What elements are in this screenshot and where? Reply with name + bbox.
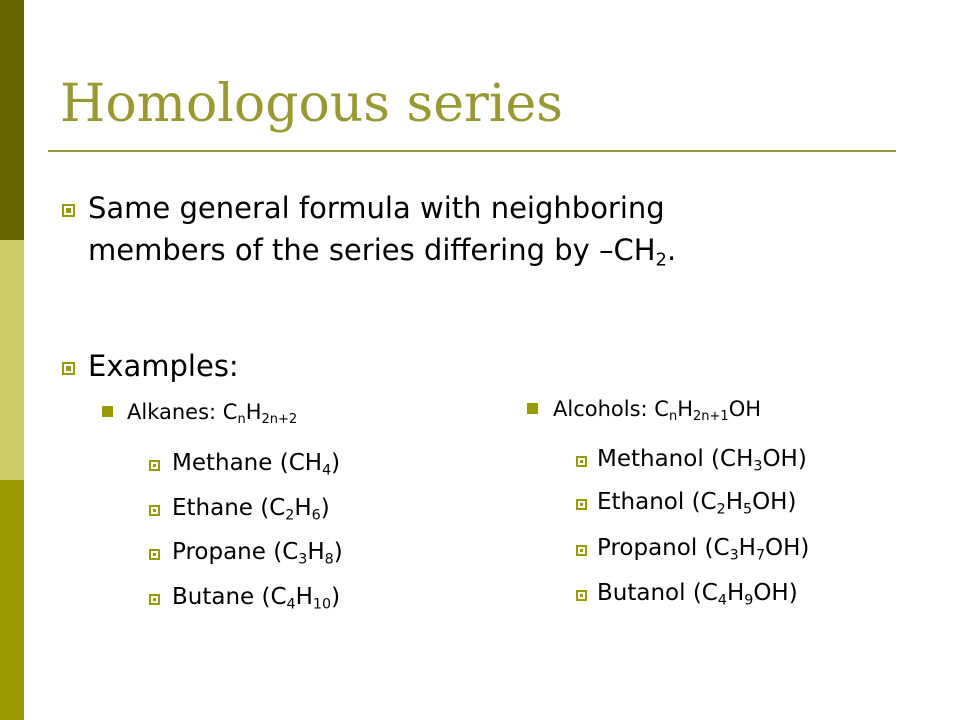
bullet-small-square-icon [576,499,587,510]
side-bar-top [0,0,24,240]
point-2-examples: Examples: [88,349,239,383]
bullet-small-square-icon [149,505,160,516]
bullet-square-icon [62,204,75,217]
bullet-small-square-icon [576,545,587,556]
bullet-filled-square-icon [102,406,113,417]
point-1-line-2: members of the series differing by $-CH_2$. [88,233,677,271]
side-bar-bottom [0,480,24,720]
bullet-square-icon [62,362,75,375]
alkanes-heading: Alkanes: $C_nH_{2n+2}$ [127,400,298,427]
alkane-item: Butane $(C_4H_{10})$ [172,584,341,613]
alkane-item: Ethane $(C_2H_6)$ [172,495,330,524]
alcohols-heading: Alcohols: $C_nH_{2n+1}OH$ [553,397,762,424]
alcohol-item: Butanol $(C_4H_9OH)$ [597,580,798,609]
alkane-item: Methane $(CH_4)$ [172,450,341,479]
title-divider [48,150,896,152]
side-bar-middle [0,240,24,480]
alcohol-item: Propanol $(C_3H_7OH)$ [597,535,810,564]
alcohol-item: Ethanol $(C_2H_5OH)$ [597,489,797,518]
point-1-line-1: Same general formula with neighboring [88,191,665,225]
bullet-small-square-icon [149,549,160,560]
bullet-small-square-icon [576,456,587,467]
bullet-small-square-icon [149,594,160,605]
alcohol-item: Methanol $(CH_3OH)$ [597,446,807,475]
slide-title: Homologous series [60,74,563,134]
alkane-item: Propane $(C_3H_8)$ [172,539,343,568]
bullet-filled-square-icon [527,403,538,414]
bullet-small-square-icon [149,460,160,471]
bullet-small-square-icon [576,590,587,601]
